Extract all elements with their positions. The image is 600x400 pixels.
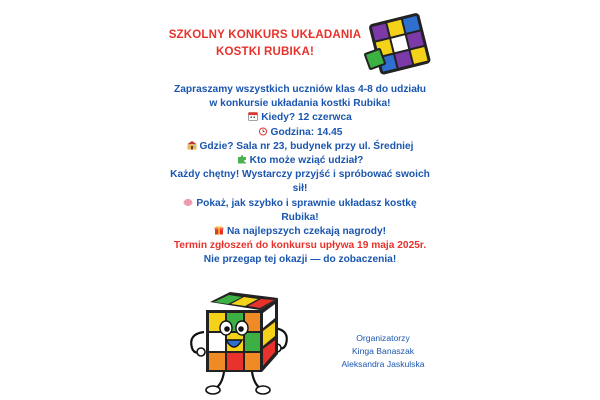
rubiks-cube-mascot-illustration — [182, 288, 296, 396]
organizers-block — [328, 332, 438, 371]
everyone-line-1: Każdy chętny! Wystarczy przyjść i spróbować swoich — [170, 169, 430, 181]
gift-icon — [214, 225, 224, 235]
calendar-icon — [248, 111, 258, 121]
invite-line-1: Zapraszamy wszystkich uczniów klas 4-8 do udziału — [174, 84, 426, 95]
puzzle-piece-icon — [237, 154, 247, 164]
where-line: Gdzie? Sala nr 23, budynek przy ul. Średniej — [150, 140, 450, 154]
time-line: Godzina: 14.45 — [150, 126, 450, 140]
who-line: Kto może wziąć udział? — [150, 154, 450, 168]
closing-line: Nie przegap tej okazji — do zobaczenia! — [203, 254, 397, 266]
organizer-name: Kinga Banaszak — [351, 346, 415, 356]
invite-line-2: w konkursie układania kostki Rubika! — [209, 98, 391, 110]
rubiks-cube-illustration — [364, 12, 434, 78]
brain-icon — [183, 197, 193, 207]
show-line-2: Rubika! — [281, 211, 319, 223]
alarm-clock-icon — [258, 126, 268, 136]
show-line-1: Pokaż, jak szybko i sprawnie układasz kostkę — [150, 197, 450, 211]
everyone-line-2: sił! — [292, 183, 308, 195]
organizers-label: Organizatorzy — [356, 333, 410, 343]
poster-body — [150, 83, 450, 268]
poster-title — [150, 27, 380, 61]
organizer-name: Aleksandra Jaskulska — [341, 359, 425, 369]
title-line-1: SZKOLNY KONKURS UKŁADANIA — [168, 29, 362, 41]
school-building-icon — [187, 140, 197, 150]
prizes-line: Na najlepszych czekają nagrody! — [150, 225, 450, 239]
title-line-2: KOSTKI RUBIKA! — [216, 46, 314, 58]
when-line: Kiedy? 12 czerwca — [150, 111, 450, 125]
deadline-line: Termin zgłoszeń do konkursu upływa 19 maja 2025r. — [173, 240, 427, 252]
